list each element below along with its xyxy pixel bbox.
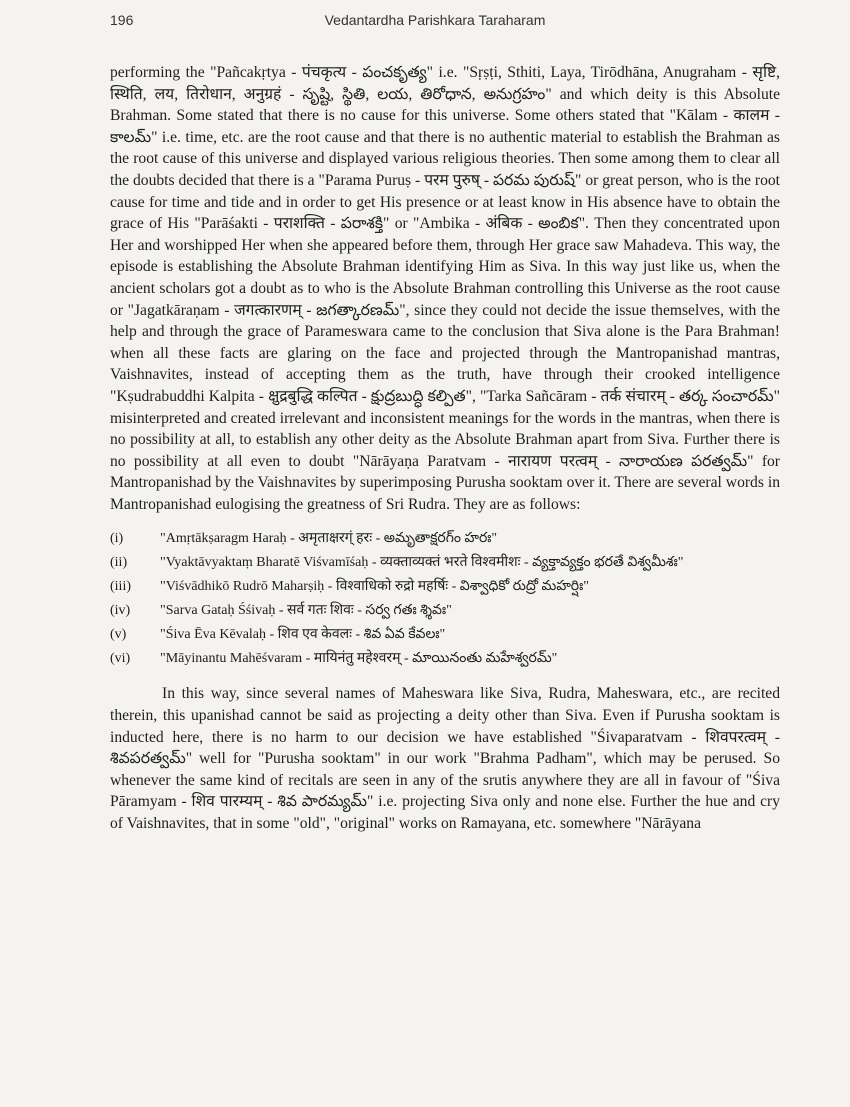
list-item-text: "Vyaktāvyaktaṃ Bharatē Viśvamīśaḥ - व्यक्ताव्यक्तं भरते विश्वमीशः - వ్యక్తావ్యక్తం భరతే విశ్వమీశః" [160,555,684,571]
list-item-number: (iv) [110,603,131,619]
page-number: 196 [110,12,134,28]
list-item-text: "Sarva Gataḥ Śśivaḥ - सर्व गतः शिवः - సర్వ గతః శ్శివః" [160,603,452,619]
list-item-text: "Viśvādhikō Rudrō Maharṣiḥ - विश्वाधिको रुद्रो महर्षिः - విశ్వాధికో రుద్రో మహర్షిః" [160,579,589,595]
paragraph: performing the "Pañcakṛtya - पंचकृत्य - పంచకృత్య" i.e. "Sṛṣṭi, Sthiti, Laya, Tirōdhāna, Anugraham - सृष्टि, स्थिति, लय, तिरोधान, अनुग्रहं - సృష్టి, స్థితి, లయ, తిరోధాన, అనుగ్రహం" and which deity is this Absolute Brahman. Some stated that there is no cause for this universe. Some others stated that "Kālam - कालम - కాలమ్" i.e. time, etc. are the root cause and that there is no authentic material to establish the Brahman as the root cause of this universe and displayed various religious theories. Then some among them to clear all the doubts decided that there is a "Parama Puruṣ - परम पुरुष् - పరమ పురుష్" or great person, who is the root cause for time and tide and in order to get His presence or at least know in His absence have to obtain the grace of His "Parāśakti - पराशक्ति - పరాశక్తి" or "Ambika - अंबिक - అంబిక". Then they concentrated upon Her and worshipped Her when she appeared before them, through Her grace saw Mahadeva. This way, the episode is establishing the Absolute Brahman identifying Him as Siva. In this way just like us, when the ancient scholars got a doubt as to who is the Absolute Brahman controlling this Universe as the root cause or "Jagatkāraṇam - जगत्कारणम् - జగత్కారణమ్", since they could not decide the issue themselves, with the help and through the grace of Parameswara came to the conclusion that Siva alone is the Para Brahman! when all these facts are glaring on the face and projected through the Mantropanishad mantras, Vaishnavites, instead of accepting them as the truth, have through their crooked intelligence "Kṣudrabuddhi Kalpita - क्षुद्रबुद्धि कल्पित - క్షుద్రబుద్ధి కల్పిత", "Tarka Sañcāram - तर्क संचारम् - తర్క సంచారమ్" misinterpreted and created irrelevant and inconsistent meanings for the words in the mantras, when there is no possibility at all, to establish any other deity as the Absolute Brahman apart from Siva. Further there is no possibility at all even to doubt "Nārāyaṇa Paratvam - नारायण परत्वम् - నారాయణ పరత్వమ్" for Mantropanishad by the Vaishnavites by superimposing Purusha sooktam over it. There are several words in Mantropanishad eulogising the greatness of Sri Rudra. They are as follows: [110,64,780,513]
list-item [110,575,780,599]
mantra-list [110,527,780,671]
list-item [110,623,780,647]
list-item-number: (i) [110,531,124,547]
closing-paragraph: In this way, since several names of Maheswara like Siva, Rudra, Maheswara, etc., are recited therein, this upanishad cannot be said as projecting a deity other than Siva. Even if Purusha sooktam is inducted here, there is no harm to our decision we have established "Śivaparatvam - शिवपरत्वम् - శివపరత్వమ్" well for "Purusha sooktam" in our work "Brahma Padham", which may be perused. So whenever the same kind of recitals are seen in any of the srutis anywhere they are all in favour of "Śiva Pāramyam - शिव पारम्यम् - శివ పారమ్యమ్" i.e. projecting Siva only and none else. Further the hue and cry of Vaishnavites, that in some "old", "original" works on Ramayana, etc. somewhere "Nārāyana [110,685,780,833]
list-item-number: (iii) [110,579,131,595]
list-item-text: "Amṛtākṣaragm Haraḥ - अमृताक्षरग्ं हरः - అమృతాక్షరగ్ం హరః" [160,531,498,547]
list-item-number: (vi) [110,651,131,667]
page-header [110,12,760,32]
list-item [110,647,780,671]
list-item-text: "Māyinantu Mahēśvaram - मायिनंतु महेश्वरम् - మాయినంతు మహేశ్వరమ్" [160,651,558,667]
list-item-text: "Śiva Ēva Kēvalaḥ - शिव एव केवलः - శివ ఏవ కేవలః" [160,627,446,643]
list-item [110,599,780,623]
running-title: Vedantardha Parishkara Taraharam [324,12,546,28]
list-item [110,527,780,551]
list-item-number: (v) [110,627,127,643]
list-item [110,551,780,575]
body-text [110,62,780,835]
list-item-number: (ii) [110,555,128,571]
